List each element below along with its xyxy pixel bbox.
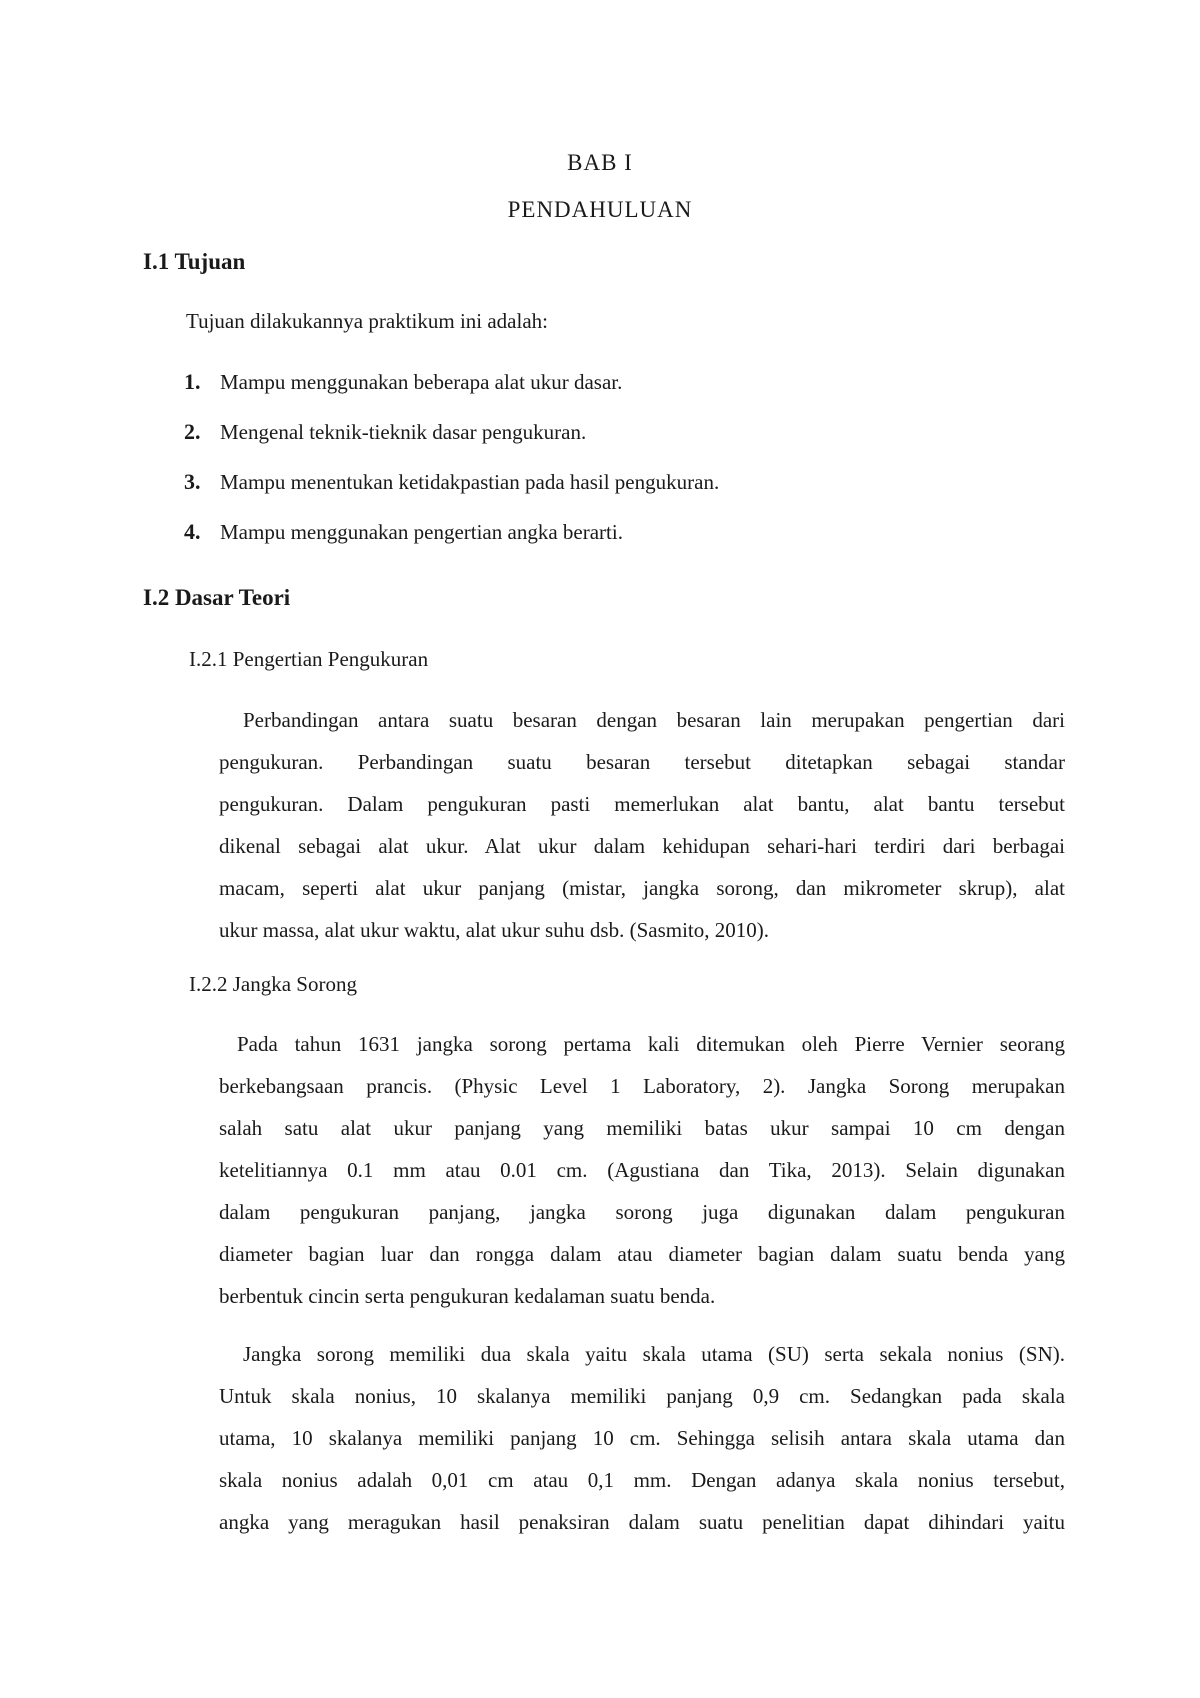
paragraph-line: pengukuran. Perbandingan suatu besaran tersebut ditetapkan sebagai standar xyxy=(219,750,1065,774)
chapter-label: BAB I xyxy=(567,150,633,175)
list-number: 1. xyxy=(184,369,201,394)
paragraph-line: berbentuk cincin serta pengukuran kedalaman suatu benda. xyxy=(219,1284,716,1308)
tujuan-intro: Tujuan dilakukannya praktikum ini adalah: xyxy=(186,309,548,333)
paragraph-line: diameter bagian luar dan rongga dalam atau diameter bagian dalam suatu benda yang xyxy=(219,1242,1065,1266)
list-text: Mengenal teknik-tieknik dasar pengukuran. xyxy=(220,420,587,444)
paragraph-line: Pada tahun 1631 jangka sorong pertama kali ditemukan oleh Pierre Vernier seorang xyxy=(237,1032,1065,1056)
paragraph-line: ukur massa, alat ukur waktu, alat ukur suhu dsb. (Sasmito, 2010). xyxy=(219,918,769,942)
list-text: Mampu menggunakan beberapa alat ukur dasar. xyxy=(220,370,623,394)
paragraph-pengertian-pengukuran xyxy=(219,699,1065,951)
list-text: Mampu menentukan ketidakpastian pada hasil pengukuran. xyxy=(220,470,720,494)
paragraph-line: salah satu alat ukur panjang yang memiliki batas ukur sampai 10 cm dengan xyxy=(219,1116,1065,1140)
list-item xyxy=(184,469,719,495)
paragraph-line: Untuk skala nonius, 10 skalanya memiliki panjang 0,9 cm. Sedangkan pada skala xyxy=(219,1384,1065,1408)
list-text: Mampu menggunakan pengertian angka berarti. xyxy=(220,520,623,544)
list-number: 4. xyxy=(184,519,201,544)
list-number: 3. xyxy=(184,469,201,494)
paragraph-line: berkebangsaan prancis. (Physic Level 1 Laboratory, 2). Jangka Sorong merupakan xyxy=(219,1074,1065,1098)
chapter-title: PENDAHULUAN xyxy=(507,197,693,222)
paragraph-line: skala nonius adalah 0,01 cm atau 0,1 mm. Dengan adanya skala nonius tersebut, xyxy=(219,1468,1065,1492)
subsection-heading-jangka-sorong: I.2.2 Jangka Sorong xyxy=(189,972,357,996)
list-item xyxy=(184,519,623,545)
list-number: 2. xyxy=(184,419,201,444)
paragraph-line: angka yang meragukan hasil penaksiran dalam suatu penelitian dapat dihindari yaitu xyxy=(219,1510,1065,1534)
section-heading-dasar-teori: I.2 Dasar Teori xyxy=(143,585,291,610)
list-item xyxy=(184,369,622,395)
paragraph-jangka-sorong-1 xyxy=(219,1023,1065,1317)
subsection-heading-pengukuran: I.2.1 Pengertian Pengukuran xyxy=(189,647,429,671)
paragraph-line: ketelitiannya 0.1 mm atau 0.01 cm. (Agustiana dan Tika, 2013). Selain digunakan xyxy=(219,1158,1065,1182)
paragraph-line: Jangka sorong memiliki dua skala yaitu skala utama (SU) serta sekala nonius (SN). xyxy=(243,1342,1065,1366)
paragraph-line: macam, seperti alat ukur panjang (mistar, jangka sorong, dan mikrometer skrup), alat xyxy=(219,876,1065,900)
paragraph-line: pengukuran. Dalam pengukuran pasti memerlukan alat bantu, alat bantu tersebut xyxy=(219,792,1065,816)
paragraph-line: Perbandingan antara suatu besaran dengan besaran lain merupakan pengertian dari xyxy=(243,708,1065,732)
paragraph-line: utama, 10 skalanya memiliki panjang 10 cm. Sehingga selisih antara skala utama dan xyxy=(219,1426,1065,1450)
list-item xyxy=(184,419,586,445)
paragraph-line: dikenal sebagai alat ukur. Alat ukur dalam kehidupan sehari-hari terdiri dari berbagai xyxy=(219,834,1065,858)
paragraph-jangka-sorong-2 xyxy=(219,1333,1065,1543)
section-heading-tujuan: I.1 Tujuan xyxy=(143,249,246,274)
paragraph-line: dalam pengukuran panjang, jangka sorong juga digunakan dalam pengukuran xyxy=(219,1200,1065,1224)
